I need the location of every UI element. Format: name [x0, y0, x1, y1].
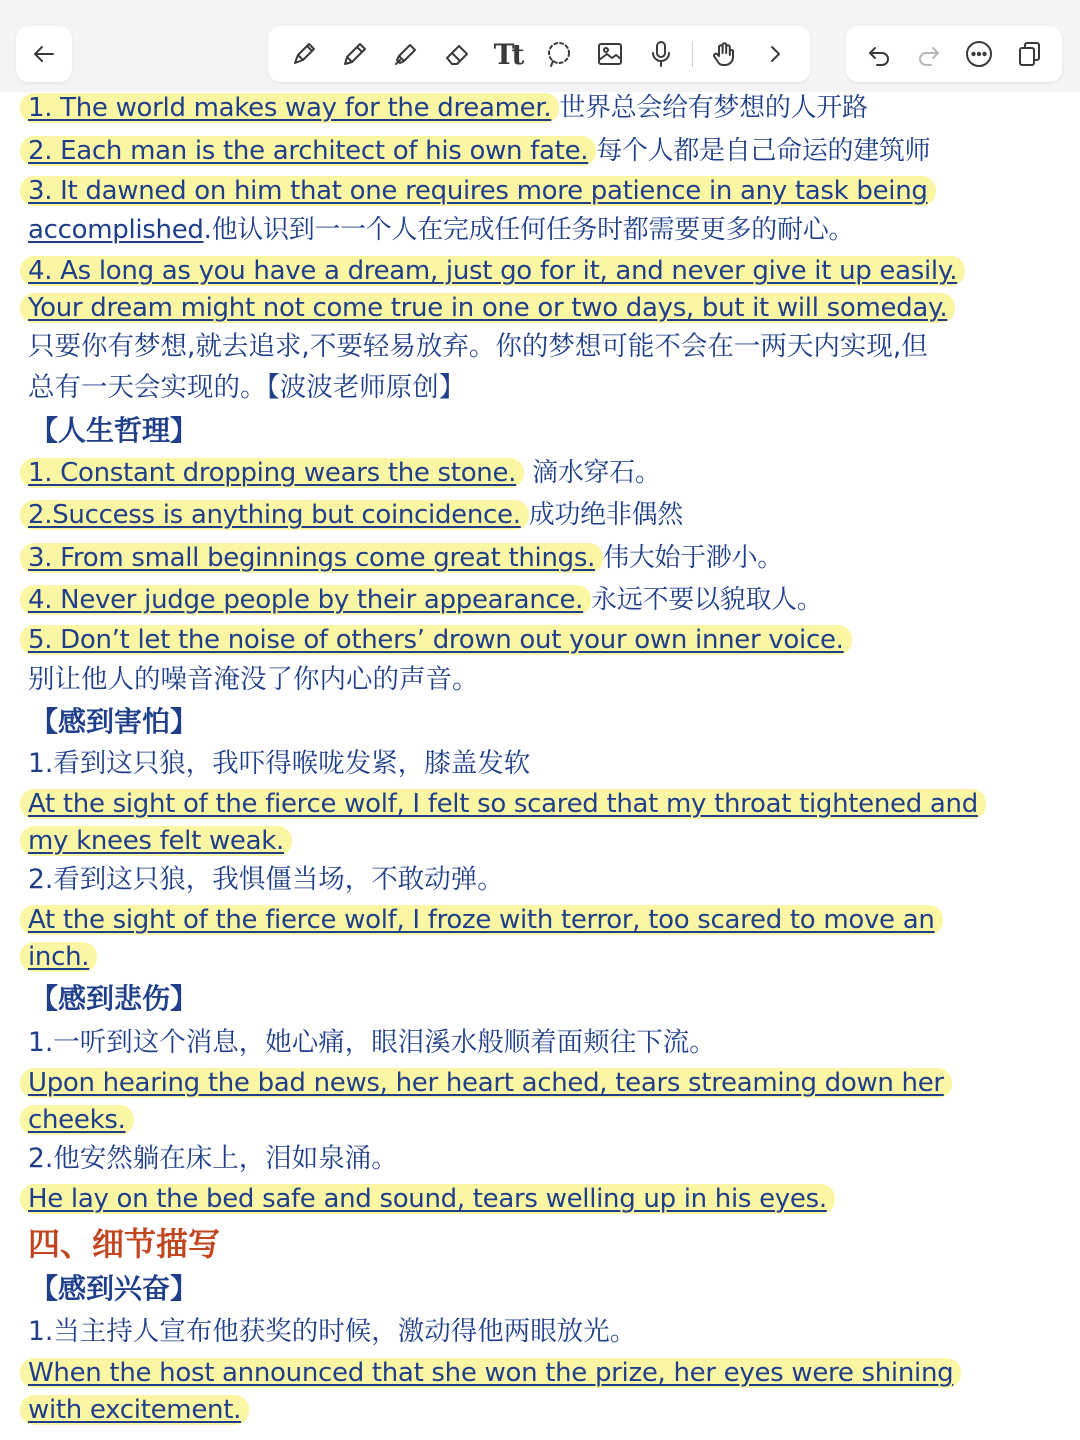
eraser-icon[interactable] — [437, 34, 477, 74]
highlighted-english: 1. Constant dropping wears the stone. — [20, 458, 524, 488]
text-line[interactable] — [28, 1065, 952, 1101]
pages-icon[interactable] — [1009, 34, 1049, 74]
undo-icon[interactable] — [859, 34, 899, 74]
chinese-text: 滴水穿石。 — [524, 458, 661, 488]
text-line[interactable] — [28, 939, 97, 975]
text-line[interactable] — [28, 212, 854, 248]
highlighted-english: cheeks. — [20, 1105, 134, 1135]
chinese-text: 成功绝非偶然 — [528, 500, 683, 530]
highlighted-english: 4. As long as you have a dream, just go for it, and never give it up easily. — [20, 256, 965, 286]
text-line[interactable] — [28, 902, 943, 938]
lasso-icon[interactable] — [539, 34, 579, 74]
text-line[interactable] — [28, 662, 479, 698]
chinese-text: 2.他安然躺在床上，泪如泉涌。 — [28, 1143, 398, 1174]
highlighted-english: 3. From small beginnings come great things. — [20, 543, 603, 573]
pencil-icon[interactable] — [335, 34, 375, 74]
highlighted-english: 4. Never judge people by their appearance. — [20, 585, 591, 615]
text-line[interactable] — [28, 1025, 716, 1061]
back-button-container — [16, 26, 72, 82]
text-line[interactable] — [28, 582, 822, 618]
highlighted-english: my knees felt weak. — [20, 826, 292, 856]
chevron-right-icon[interactable] — [755, 34, 795, 74]
text-line[interactable] — [28, 1355, 961, 1391]
text-line[interactable] — [28, 1181, 835, 1217]
arrow-left-icon[interactable] — [24, 34, 64, 74]
drawing-tools — [268, 26, 810, 82]
text-line[interactable] — [28, 455, 661, 491]
hand-icon[interactable] — [704, 34, 744, 74]
text-line[interactable] — [28, 1141, 398, 1177]
chinese-text: 2.看到这只狼，我惧僵当场，不敢动弹。 — [28, 864, 504, 895]
chinese-text: 别让他人的噪音淹没了你内心的声音。 — [28, 664, 479, 695]
highlighted-english: 2.Success is anything but coincidence. — [20, 500, 529, 530]
subheading[interactable]: 【感到害怕】 — [30, 705, 199, 738]
highlighted-english: 5. Don’t let the noise of others’ drown out your own inner voice. — [20, 625, 852, 655]
text-line[interactable] — [28, 786, 986, 822]
text-line[interactable] — [28, 290, 955, 326]
text-line[interactable] — [28, 253, 965, 289]
text-line[interactable] — [28, 862, 504, 898]
text-line[interactable] — [28, 329, 928, 365]
text-line[interactable] — [28, 90, 868, 126]
chinese-text: 总有一天会实现的。【波波老师原创】 — [28, 372, 466, 403]
toolbar — [0, 0, 1080, 92]
highlighted-english: At the sight of the fierce wolf, I froze with terror, too scared to move an — [20, 905, 943, 935]
more-icon[interactable] — [959, 34, 999, 74]
subheading[interactable]: 【感到兴奋】 — [30, 1272, 199, 1305]
text-line[interactable] — [28, 1314, 636, 1350]
highlighted-english: 2. Each man is the architect of his own fate. — [20, 136, 596, 166]
chinese-text: 世界总会给有梦想的人开路 — [559, 93, 868, 123]
text-line[interactable] — [28, 370, 465, 406]
highlighter-icon[interactable] — [386, 34, 426, 74]
text-line[interactable] — [28, 1102, 134, 1138]
image-icon[interactable] — [590, 34, 630, 74]
section-heading[interactable]: 四、细节描写 — [28, 1225, 221, 1263]
chinese-text: 只要你有梦想,就去追求,不要轻易放弃。你的梦想可能不会在一两天内实现,但 — [28, 331, 928, 362]
text-line[interactable] — [28, 1392, 249, 1428]
chinese-text: 1.当主持人宣布他获奖的时候，激动得他两眼放光。 — [28, 1316, 637, 1347]
chinese-text: 1.看到这只狼，我吓得喉咙发紧，膝盖发软 — [28, 748, 531, 779]
highlighted-english: When the host announced that she won the prize, her eyes were shining — [20, 1358, 961, 1388]
text-line[interactable] — [28, 540, 783, 576]
highlighted-english: inch. — [20, 942, 97, 972]
pen-icon[interactable] — [284, 34, 324, 74]
highlighted-english: Upon hearing the bad news, her heart ached, tears streaming down her — [20, 1068, 952, 1098]
highlighted-english: At the sight of the fierce wolf, I felt so scared that my throat tightened and — [20, 789, 986, 819]
subheading[interactable]: 【人生哲理】 — [30, 414, 199, 447]
microphone-icon[interactable] — [641, 34, 681, 74]
chinese-text: 每个人都是自己命运的建筑师 — [596, 136, 931, 166]
highlighted-english: 3. It dawned on him that one requires more patience in any task being — [20, 176, 936, 206]
text-line[interactable] — [28, 622, 852, 658]
text-tool-glyph: Tt — [493, 37, 522, 71]
text-icon[interactable] — [488, 34, 528, 74]
highlighted-english: 1. The world makes way for the dreamer. — [20, 93, 559, 123]
subheading[interactable]: 【感到悲伤】 — [30, 982, 199, 1015]
chinese-text: 永远不要以貌取人。 — [591, 585, 823, 615]
highlighted-english: Your dream might not come true in one or two days, but it will someday. — [20, 293, 955, 323]
redo-icon[interactable] — [909, 34, 949, 74]
text-line[interactable] — [28, 133, 930, 169]
highlighted-english: He lay on the bed safe and sound, tears welling up in his eyes. — [20, 1184, 835, 1214]
underlined-english: accomplished — [28, 215, 204, 245]
text-line[interactable] — [28, 823, 292, 859]
text-line[interactable] — [28, 173, 936, 209]
document-actions — [846, 26, 1062, 82]
chinese-text: 伟大始于渺小。 — [603, 543, 783, 573]
highlighted-english: with excitement. — [20, 1395, 249, 1425]
text-line[interactable] — [28, 497, 683, 533]
text-line[interactable] — [28, 746, 530, 782]
chinese-text: .他认识到一一个人在完成任何任务时都需要更多的耐心。 — [203, 215, 855, 245]
toolbar-divider — [692, 41, 693, 67]
chinese-text: 1.一听到这个消息，她心痛，眼泪溪水般顺着面颊往下流。 — [28, 1027, 716, 1058]
